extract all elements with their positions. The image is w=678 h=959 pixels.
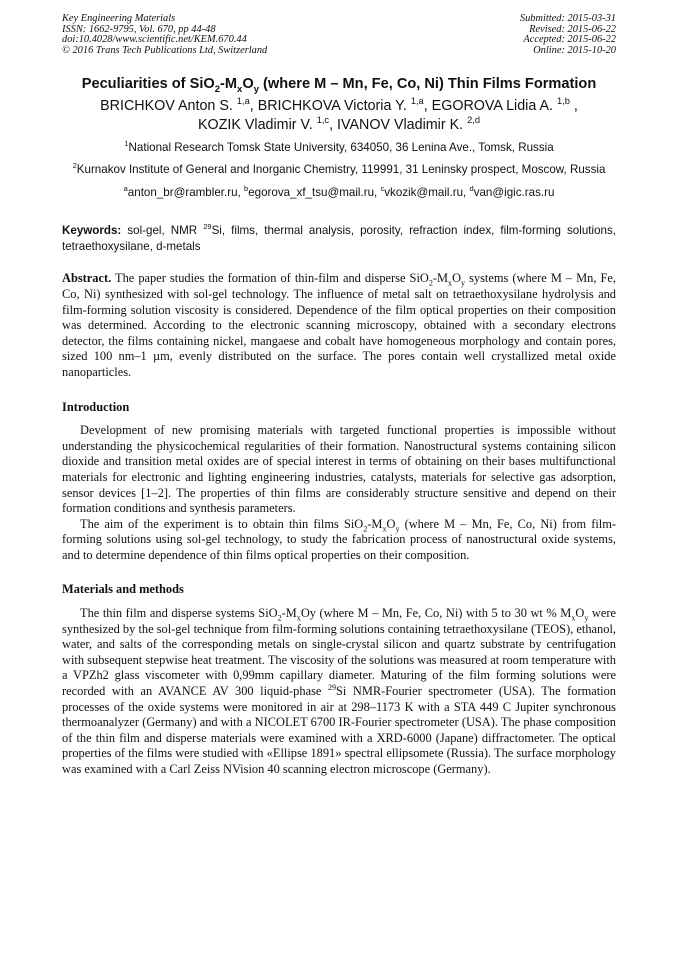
online-date: Online: 2015-10-20	[533, 44, 616, 56]
abstract: Abstract. The paper studies the formation of thin-film and disperse $SiO_2-M_xO_y$ systems (where M – Mn, Fe, Co, Ni) synthesized with sol-gel technology. The influence of metal salt on tetraethoxysilane hydrolysis and film-forming solution viscosity is considered. Dependence of the film optical properties on their composition was determined. According to the electronic scanning microscopy, obtained with a secondary electrons detector, the films containing nickel, mangaese and cobalt have homogeneous morphology and contain pores, sized 100 nm–1 µm, evenly distributed on the surface. The pores contain well crystallized metal oxide nanoparticles.	[62, 271, 616, 379]
email-link[interactable]: egorova_xf_tsu@mail.ru	[248, 186, 375, 200]
issn-line: ISSN: 1662-9795, Vol. 670, pp 44-48	[62, 23, 216, 35]
copyright-line: © 2016 Trans Tech Publications Ltd, Switzerland	[62, 44, 268, 56]
intro-paragraph: Development of new promising materials with targeted functional properties is impossible without understanding the physicochemical regularities of their formation. Nanostructural systems containing silicon dioxide and transition metal oxides are of special interest in terms of obtaining on their bases multifunctional materials for electronic and lighting engineering industries, catalysts, materials for selective gas adsorption, sensor devices [1–2]. The properties of thin films are considerably structure sensitive and depend on their formation conditions and synthesis parameters.	[62, 423, 616, 516]
author: IVANOV Vladimir K.	[337, 116, 464, 133]
author: EGOROVA Lidia A.	[431, 98, 553, 115]
paper-title: Peculiarities of $SiO_2-M_xO_y$ (where M – Mn, Fe, Co, Ni) Thin Films Formation	[81, 76, 597, 96]
introduction-heading: Introduction	[62, 399, 130, 414]
journal-info	[62, 14, 267, 56]
author: KOZIK Vladimir V.	[198, 116, 313, 133]
methods-paragraph: The thin film and disperse systems $SiO_2-M_xOy$ (where M – Mn, Fe, Co, Ni) with 5 to 30 wt % $M_xO_y$ were synthesized by the sol-gel technique from film-forming solutions containing tetraethoxysilane (TEOS), ethanol, water, and salts of the corresponding metals on single-crystal silicon and quartz substrate by centrifugation with subsequent stepwise heat treatment. The viscosity of the solutions was measured at room temperature with a VPZh2 glass viscometer with 0,99mm capillary diameter. Maturing of the film forming solutions were recorded with an AVANCE AV 300 liquid-phase $^{29}$Si NMR-Fourier spectrometer (USA). The formation processes of the oxide systems were monitored in air at 298–1173 K with a STA 449 C Jupiter synchronous thermoanalyzer (Germany) and with a NICOLET 6700 IR-Fourier spectrometer (USA). The phase composition of the thin film and disperse materials were examined with a XRD-6000 (Japane) diffractometer. The optical properties of the films were studied with «Ellipse 1891» spectral ellipsomete (Russia). The surface morphology was examined with a Carl Zeiss NVision 40 scanning electron microscope (Germany).	[62, 606, 616, 776]
submitted-date: Submitted: 2015-03-31	[519, 13, 616, 24]
email-link[interactable]: van@igic.ras.ru	[473, 186, 555, 200]
email-list: $^a$anton_br@rambler.ru, $^b$egorova_xf_tsu@mail.ru, $^c$vkozik@mail.ru, $^d$van@igic.ras.ru	[123, 184, 555, 200]
submission-dates	[520, 14, 616, 56]
methods-heading: Materials and methods	[62, 582, 184, 597]
email-link[interactable]: anton_br@rambler.ru	[127, 186, 238, 200]
author-list: BRICHKOV Anton S. $^{1,a}$, BRICHKOVA Victoria Y. $^{1,a}$, EGOROVA Lidia A. $^{1,b}$ , KOZIK Vladimir V. $^{1,c}$, IVANOV Vladimir K. $^{2,d}$	[100, 96, 578, 133]
doi-line: doi:10.4028/www.scientific.net/KEM.670.44	[62, 34, 247, 46]
revised-date: Revised: 2015-06-22	[529, 23, 616, 35]
author: BRICHKOVA Victoria Y.	[257, 98, 407, 115]
journal-name: Key Engineering Materials	[62, 13, 176, 24]
author: BRICHKOV Anton S.	[100, 98, 233, 115]
affiliation: $^2$Kurnakov Institute of General and Inorganic Chemistry, 119991, 31 Leninsky prospect, Moscow, Russia	[72, 161, 606, 177]
keywords: Keywords: sol-gel, NMR $^{29}$Si, films, thermal analysis, porosity, refraction index, film-forming solutions, tetraethoxysilane, d-metals	[62, 222, 616, 254]
affiliation: $^1$National Research Tomsk State University, 634050, 36 Lenina Ave., Tomsk, Russia	[124, 139, 554, 155]
intro-paragraph: The aim of the experiment is to obtain thin films $SiO_2-M_xO_y$ (where M – Mn, Fe, Co, Ni) from film-forming solutions using sol-gel technology, to study the fabrication process of nanostructural oxide systems, and to determine dependence of thin films optical properties on their composition.	[62, 516, 616, 562]
paper-page	[62, 14, 616, 778]
journal-header	[62, 14, 616, 56]
accepted-date: Accepted: 2015-06-22	[523, 34, 616, 46]
email-link[interactable]: vkozik@mail.ru	[384, 186, 464, 200]
